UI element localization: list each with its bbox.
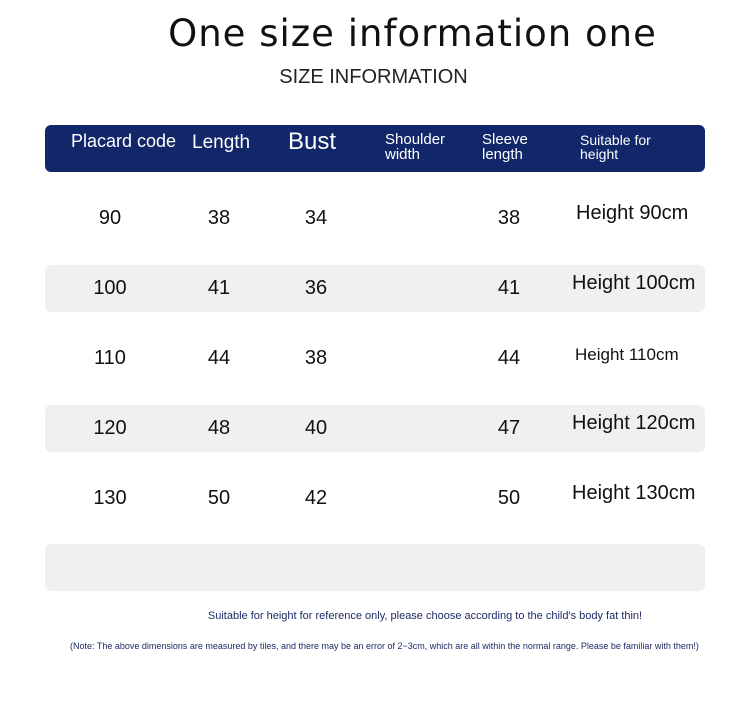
cell-height: Height 100cm (572, 272, 696, 294)
cell-height: Height 110cm (575, 345, 679, 364)
header-shoulder-width: Shoulder width (385, 131, 446, 163)
header-bust: Bust (288, 128, 337, 155)
measurement-note: (Note: The above dimensions are measured by tiles, and there may be an error of 2~3cm, which are all within the normal range. Please be familiar with them!) (70, 641, 699, 651)
cell-code: 100 (93, 277, 127, 299)
table-header (45, 125, 705, 172)
cell-code: 130 (93, 487, 127, 509)
cell-length: 44 (207, 347, 231, 369)
cell-length: 48 (207, 417, 231, 439)
table-row (45, 475, 705, 522)
cell-shoulder (375, 265, 455, 312)
table-row (45, 405, 705, 452)
cell-sleeve: 50 (497, 487, 521, 509)
cell-length: 41 (207, 277, 231, 299)
cell-code: 90 (98, 207, 122, 229)
cell-sleeve: 38 (497, 207, 521, 229)
cell-sleeve: 44 (497, 347, 521, 369)
cell-sleeve: 41 (497, 277, 521, 299)
cell-code: 110 (94, 347, 126, 369)
cell-bust: 42 (304, 487, 328, 509)
cell-shoulder (375, 475, 455, 522)
cell-shoulder (375, 405, 455, 452)
header-suitable-height: Suitable for height (580, 132, 651, 162)
cell-height: Height 90cm (576, 202, 689, 224)
table-row (45, 265, 705, 312)
page-subtitle: SIZE INFORMATION (279, 66, 468, 88)
cell-bust: 38 (304, 347, 328, 369)
cell-shoulder (375, 195, 455, 242)
cell-length: 38 (207, 207, 231, 229)
reference-note: Suitable for height for reference only, please choose according to the child's body fat thin! (207, 610, 643, 622)
page-title: One size information one (168, 12, 657, 55)
header-sleeve-length: Sleeve length (482, 131, 528, 163)
table-row (45, 195, 705, 242)
empty-table-row (45, 544, 705, 591)
cell-height: Height 130cm (572, 482, 696, 504)
cell-code: 120 (93, 417, 127, 439)
cell-bust: 40 (304, 417, 328, 439)
cell-bust: 34 (304, 207, 328, 229)
cell-sleeve: 47 (497, 417, 521, 439)
cell-length: 50 (207, 487, 231, 509)
cell-height: Height 120cm (572, 412, 696, 434)
header-length: Length (192, 132, 251, 153)
cell-shoulder (375, 335, 455, 382)
header-placard-code: Placard code (71, 131, 177, 151)
cell-bust: 36 (304, 277, 328, 299)
table-row (45, 335, 705, 382)
